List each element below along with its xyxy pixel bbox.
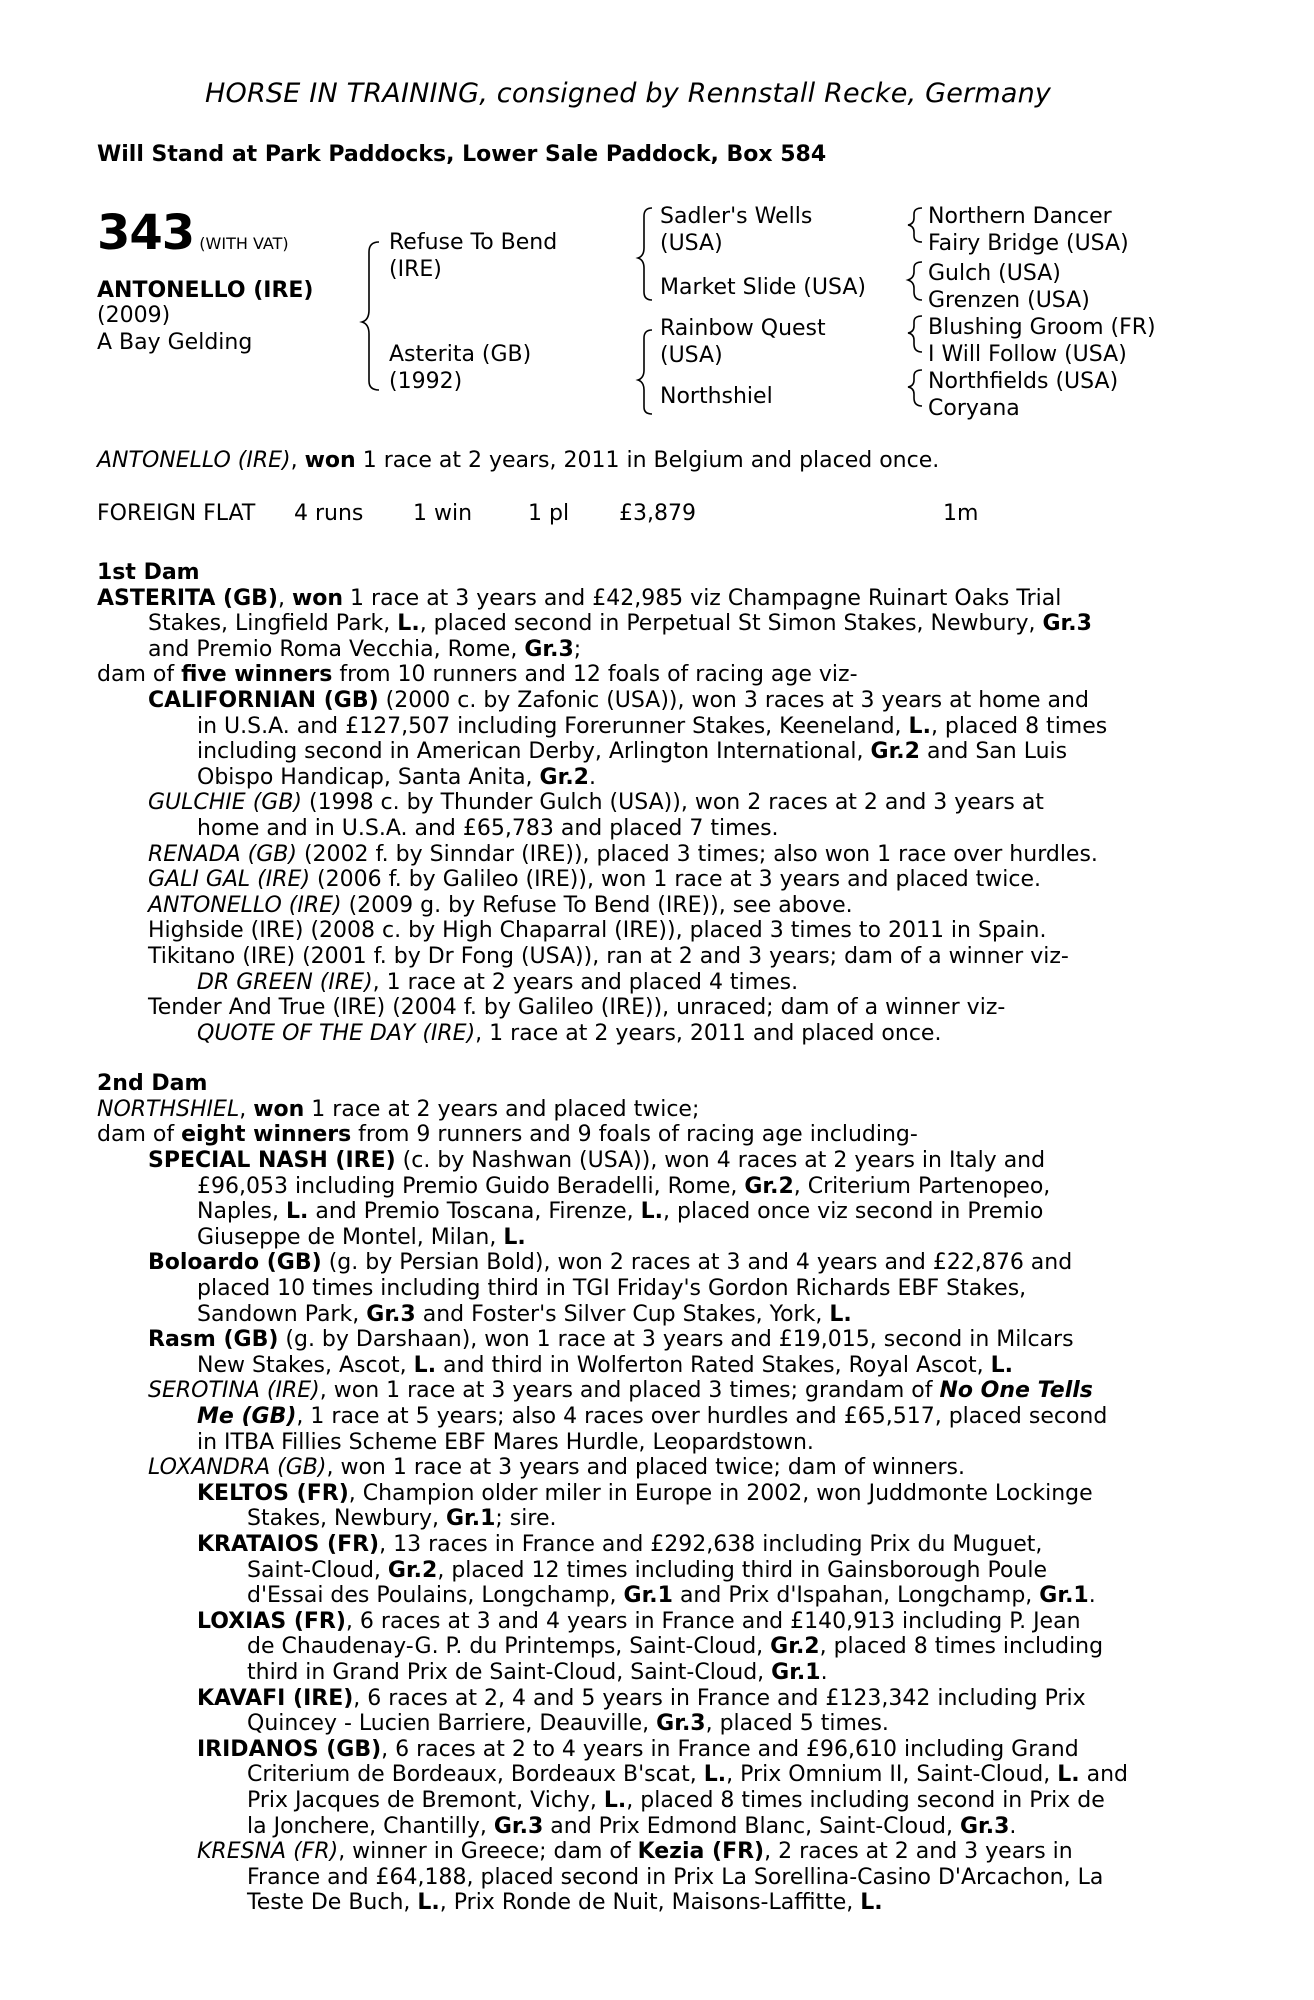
produce-line	[97, 1250, 1207, 1276]
record-runs: 4 runs	[294, 501, 364, 526]
produce-line: in ITBA Fillies Scheme EBF Mares Hurdle, Leopardstown.	[197, 1429, 814, 1455]
produce-line	[97, 1890, 1207, 1916]
produce-line	[97, 1174, 1207, 1200]
text: Quincey - Lucien Barriere, Deauville,	[247, 1711, 657, 1737]
text: and Prix d'Ispahan, Longchamp,	[672, 1583, 1040, 1609]
text: .	[1009, 1813, 1017, 1839]
dam-dam: Northshiel	[660, 384, 773, 409]
record-earnings: £3,879	[619, 501, 696, 526]
dam-line-2: (1992)	[389, 369, 463, 394]
text: , Criterium Partenopeo,	[793, 1173, 1051, 1199]
horse-name: ANTONELLO (IRE)	[148, 892, 342, 918]
record-placed: 1 pl	[528, 501, 570, 526]
text: and third in Wolferton Rated Stakes, Royal Ascot,	[436, 1352, 991, 1378]
text: £96,053 including Premio Guido Beradelli, Rome,	[197, 1173, 745, 1199]
lot-number: 343	[97, 205, 195, 261]
text: , won 1 race at 3 years and placed 3 times; grandam of	[319, 1378, 940, 1404]
summary-won: won	[304, 448, 356, 473]
text: Sandown Park,	[197, 1301, 367, 1327]
produce-line	[97, 688, 1207, 714]
produce-line	[97, 1199, 1207, 1225]
grade: L.	[603, 1787, 627, 1813]
text: (c. by Nashwan (USA)), won 4 races at 2 years in Italy and	[395, 1148, 1046, 1174]
produce-line	[97, 1021, 1207, 1047]
grade: L.	[417, 1890, 440, 1916]
horse-name: DR GREEN (IRE)	[197, 969, 373, 995]
vat-note: (WITH VAT)	[199, 234, 289, 253]
text: , Prix Ronde de Nuit, Maisons-Laffitte,	[439, 1890, 861, 1916]
sire	[389, 229, 557, 283]
horse-name: KRATAIOS (FR)	[197, 1531, 380, 1557]
produce-line	[97, 1634, 1207, 1660]
text: (g. by Persian Bold), won 2 races at 3 and 4 years and £22,876 and	[321, 1250, 1073, 1276]
produce-line	[97, 867, 1207, 893]
second-dam-heading: 2nd Dam	[97, 1071, 208, 1097]
won-word: won	[253, 1096, 305, 1122]
horse-name: NORTHSHIEL	[97, 1096, 240, 1122]
text: from 9 runners and 9 foals of racing age including-	[351, 1122, 918, 1148]
grade: Gr.1	[771, 1659, 821, 1685]
asterita-line: ASTERITA (GB), won 1 race at 3 years and £42,985 viz Champagne Ruinart Oaks Trial	[97, 585, 1062, 611]
dam-of-line	[97, 1122, 1207, 1148]
produce-line	[97, 1814, 1207, 1840]
grade: Gr.2	[870, 739, 920, 765]
text: , winner in Greece; dam of	[338, 1839, 638, 1865]
grade: L.	[397, 611, 420, 637]
produce-line	[97, 970, 1207, 996]
horse-name: KELTOS (FR)	[197, 1480, 349, 1506]
text: from 10 runners and 12 foals of racing age viz-	[332, 662, 858, 688]
grade: L.	[413, 1352, 437, 1378]
ggp-4: Grenzen (USA)	[928, 288, 1090, 313]
grade: L.	[640, 1199, 664, 1225]
horse-name: LOXANDRA (GB)	[148, 1455, 327, 1481]
produce-line	[97, 790, 1207, 816]
text: , placed 12 times including third in Gainsborough Poule	[437, 1557, 1048, 1583]
produce-line	[97, 1225, 1207, 1251]
horse-description: A Bay Gelding	[97, 330, 253, 355]
produce-line	[97, 714, 1207, 740]
text: , 6 races at 2 to 4 years in France and £96,610 including Grand	[381, 1736, 1079, 1762]
grade: Gr.2	[539, 764, 589, 790]
text: 1 race at 3 years and £42,985 viz Champagne Ruinart Oaks Trial	[343, 585, 1062, 611]
sire-line-1: Refuse To Bend	[389, 230, 558, 255]
produce-line	[97, 1660, 1207, 1686]
sire-line-2: (IRE)	[389, 257, 442, 282]
text: and Premio Toscana, Firenze,	[308, 1199, 641, 1225]
grade: Gr.3	[493, 1813, 544, 1839]
produce-line	[97, 1455, 1207, 1481]
horse-name: ASTERITA (GB)	[97, 585, 278, 611]
produce-line	[97, 893, 1207, 919]
dam-sire	[660, 315, 826, 369]
grade: Gr.3	[656, 1711, 706, 1737]
text: , won 1 race at 3 years and placed twice; dam of winners.	[326, 1455, 966, 1481]
ggp-2: Fairy Bridge (USA)	[928, 231, 1129, 256]
sire-sire-line-2: (USA)	[660, 231, 723, 256]
dam-sire-line-1: Rainbow Quest	[660, 316, 826, 341]
catalogue-body	[97, 560, 1207, 1916]
text: including second in American Derby, Arlington International,	[197, 739, 871, 765]
ggp-7: Northfields (USA)	[928, 369, 1119, 394]
text: and San Luis	[919, 739, 1068, 765]
text: (2000 c. by Zafonic (USA)), won 3 races at 3 years at home and	[378, 687, 1089, 713]
text: (1998 c. by Thunder Gulch (USA)), won 2 races at 2 and 3 years at	[302, 790, 1044, 816]
horse-name: CALIFORNIAN (GB)	[148, 687, 379, 713]
text: .	[588, 764, 596, 790]
horse-name: No One Tells	[939, 1378, 1093, 1404]
ggp-3: Gulch (USA)	[928, 261, 1061, 286]
produce-line	[97, 1327, 1207, 1353]
text: and	[1079, 1762, 1129, 1788]
horse-name: KAVAFI (IRE)	[197, 1685, 354, 1711]
grade: L.	[908, 713, 931, 739]
text: Stakes, Newbury,	[247, 1506, 446, 1532]
ggp-8: Coryana	[928, 396, 1020, 421]
text: , placed 8 times	[930, 713, 1108, 739]
produce-line	[97, 1353, 1207, 1379]
dam-line-1: Asterita (GB)	[389, 342, 532, 367]
winners-count: eight winners	[181, 1122, 352, 1148]
ggp-5: Blushing Groom (FR)	[928, 315, 1156, 340]
horse-name: SEROTINA (IRE)	[148, 1378, 320, 1404]
text: la Jonchere, Chantilly,	[247, 1813, 494, 1839]
horse-name: Kezia (FR)	[637, 1839, 765, 1865]
sale-location: Will Stand at Park Paddocks, Lower Sale Paddock, Box 584	[97, 142, 827, 167]
produce-line	[97, 739, 1207, 765]
horse-name: RENADA (GB)	[148, 841, 297, 867]
dam-sire-line-2: (USA)	[660, 343, 723, 368]
text: and Premio Roma Vecchia, Rome,	[148, 636, 525, 662]
grade: Gr.1	[623, 1583, 673, 1609]
horse-name: GULCHIE (GB)	[148, 790, 302, 816]
text: Stakes, Lingfield Park,	[148, 611, 398, 637]
asterita-line	[97, 637, 1207, 663]
horse-name: KRESNA (FR)	[197, 1839, 339, 1865]
won-word: won	[291, 585, 344, 611]
record-wins: 1 win	[413, 501, 473, 526]
text: dam of	[97, 662, 182, 688]
produce-line: Tender And True (IRE) (2004 f. by Galileo (IRE)), unraced; dam of a winner viz-	[148, 995, 1006, 1021]
produce-line	[97, 1609, 1207, 1635]
horse-name: IRIDANOS (GB)	[197, 1736, 382, 1762]
horse-name: LOXIAS (FR)	[197, 1608, 346, 1634]
text: .	[820, 1659, 828, 1685]
northshiel-line: NORTHSHIEL, won 1 race at 2 years and placed twice;	[97, 1096, 700, 1122]
horse-name: Boloardo (GB)	[148, 1250, 322, 1276]
text: Giuseppe de Montel, Milan,	[197, 1224, 504, 1250]
grade: L.	[990, 1352, 1014, 1378]
produce-line	[97, 842, 1207, 868]
text: and Prix Edmond Blanc, Saint-Cloud,	[543, 1813, 960, 1839]
produce-line	[97, 1302, 1207, 1328]
horse-name: Me (GB)	[197, 1404, 297, 1429]
produce-line	[97, 1506, 1207, 1532]
sire-sire	[660, 203, 812, 257]
race-summary: ANTONELLO (IRE), won 1 race at 2 years, 2011 in Belgium and placed once.	[97, 448, 940, 473]
ggp-1: Northern Dancer	[928, 204, 1112, 229]
text: ;	[573, 636, 582, 662]
grade: Gr.2	[387, 1557, 438, 1583]
text: , placed second in Perpetual St Simon Stakes, Newbury,	[419, 611, 1043, 637]
text: , placed 8 times including second in Prix de	[626, 1787, 1105, 1813]
produce-line	[97, 1404, 1207, 1430]
produce-line	[97, 1711, 1207, 1737]
grade: L.	[286, 1199, 309, 1225]
text: Obispo Handicap, Santa Anita,	[197, 764, 540, 790]
record-label: FOREIGN FLAT	[97, 501, 256, 526]
asterita-line	[97, 611, 1207, 637]
text: Saint-Cloud,	[247, 1557, 388, 1583]
text: .	[1088, 1583, 1096, 1609]
horse-name: GALI GAL (IRE)	[148, 867, 311, 893]
grade: L.	[503, 1224, 526, 1250]
produce-line	[97, 1788, 1207, 1814]
text: Naples,	[197, 1199, 286, 1225]
text: (2006 f. by Galileo (IRE)), won 1 race at 3 years and placed twice.	[310, 867, 1042, 893]
text: (g. by Darshaan), won 1 race at 3 years and £19,015, second in Milcars	[278, 1327, 1074, 1353]
grade: Gr.3	[366, 1301, 416, 1327]
page-title: HORSE IN TRAINING, consigned by Rennstall Recke, Germany	[205, 78, 1052, 109]
text: , placed 5 times.	[705, 1711, 889, 1737]
horse-name: SPECIAL NASH (IRE)	[148, 1148, 396, 1174]
text: de Chaudenay-G. P. du Printemps, Saint-Cloud,	[247, 1634, 771, 1660]
text: , 1 race at 5 years; also 4 races over hurdles and £65,517, placed second	[296, 1404, 1108, 1429]
sire-sire-line-1: Sadler's Wells	[660, 204, 813, 229]
grade: L.	[1057, 1762, 1080, 1788]
produce-line	[97, 765, 1207, 791]
produce-line	[97, 1686, 1207, 1712]
grade: Gr.1	[445, 1506, 496, 1532]
grade: L.	[860, 1890, 883, 1916]
produce-line	[97, 1378, 1207, 1404]
grade: Gr.3	[524, 636, 574, 662]
dam	[389, 341, 531, 395]
horse-name: Rasm (GB)	[148, 1327, 279, 1353]
produce-line	[97, 1532, 1207, 1558]
horse-name: QUOTE OF THE DAY (IRE)	[197, 1020, 476, 1046]
text: , placed 8 times including	[819, 1634, 1104, 1660]
text: Teste De Buch,	[247, 1890, 418, 1916]
dam-of-line	[97, 662, 1207, 688]
text: , placed once viz second in Premio	[663, 1199, 1044, 1225]
text: dam of	[97, 1122, 182, 1148]
grade: Gr.2	[770, 1634, 820, 1660]
produce-line: France and £64,188, placed second in Prix La Sorellina-Casino D'Arcachon, La	[247, 1864, 1104, 1890]
grade: L.	[703, 1762, 727, 1788]
record-distance: 1m	[943, 501, 979, 526]
text: , 2 races at 2 and 3 years in	[764, 1839, 1073, 1865]
grade: L.	[829, 1301, 852, 1327]
grade: Gr.1	[1039, 1583, 1089, 1609]
text: , 6 races at 3 and 4 years in France and £140,913 including P. Jean	[345, 1608, 1081, 1634]
text: 1 race at 2 years and placed twice;	[304, 1096, 700, 1122]
text: , Champion older miler in Europe in 2002, won Juddmonte Lockinge	[348, 1480, 1093, 1506]
horse-name: ANTONELLO (IRE)	[97, 278, 314, 303]
summary-rest: 1 race at 2 years, 2011 in Belgium and placed once.	[362, 448, 940, 473]
grade: Gr.3	[959, 1813, 1010, 1839]
text: , 13 races in France and £292,638 including Prix du Muguet,	[379, 1531, 1043, 1557]
text: (2002 f. by Sinndar (IRE)), placed 3 times; also won 1 race over hurdles.	[296, 841, 1098, 867]
winners-count: five winners	[181, 662, 333, 688]
produce-line	[97, 1762, 1207, 1788]
grade: Gr.2	[744, 1173, 794, 1199]
grade: Gr.3	[1042, 611, 1092, 637]
text: , Prix Omnium II, Saint-Cloud,	[726, 1762, 1058, 1788]
text: Criterium de Bordeaux, Bordeaux B'scat,	[247, 1762, 704, 1788]
produce-line: home and in U.S.A. and £65,783 and placed 7 times.	[197, 815, 779, 841]
text: Prix Jacques de Bremont, Vichy,	[247, 1787, 604, 1813]
text: , 1 race at 2 years, 2011 and placed once.	[475, 1020, 942, 1046]
text: and Foster's Silver Cup Stakes, York,	[415, 1301, 830, 1327]
sire-dam: Market Slide (USA)	[660, 275, 866, 300]
produce-line: Tikitano (IRE) (2001 f. by Dr Fong (USA)), ran at 2 and 3 years; dam of a winner viz-	[148, 943, 1069, 969]
summary-horse: ANTONELLO (IRE)	[97, 448, 291, 473]
produce-line	[97, 1481, 1207, 1507]
produce-line	[97, 1737, 1207, 1763]
text: New Stakes, Ascot,	[197, 1352, 414, 1378]
text: d'Essai des Poulains, Longchamp,	[247, 1583, 624, 1609]
text: (2009 g. by Refuse To Bend (IRE)), see above.	[341, 892, 853, 918]
produce-line: Highside (IRE) (2008 c. by High Chaparral (IRE)), placed 3 times to 2011 in Spain.	[148, 918, 1047, 944]
produce-line	[97, 1148, 1207, 1174]
horse-year: (2009)	[97, 303, 171, 328]
ggp-6: I Will Follow (USA)	[928, 342, 1127, 367]
text: third in Grand Prix de Saint-Cloud, Saint-Cloud,	[247, 1659, 772, 1685]
text: , 6 races at 2, 4 and 5 years in France and £123,342 including Prix	[353, 1685, 1086, 1711]
produce-line	[97, 1839, 1207, 1865]
produce-line	[97, 1583, 1207, 1609]
text: , 1 race at 2 years and placed 4 times.	[372, 969, 799, 995]
text: ; sire.	[495, 1506, 557, 1532]
first-dam-heading: 1st Dam	[97, 560, 200, 585]
produce-line	[97, 1558, 1207, 1584]
text: in U.S.A. and £127,507 including Forerunner Stakes, Keeneland,	[197, 713, 909, 739]
produce-line: placed 10 times including third in TGI Friday's Gordon Richards EBF Stakes,	[197, 1276, 1027, 1302]
